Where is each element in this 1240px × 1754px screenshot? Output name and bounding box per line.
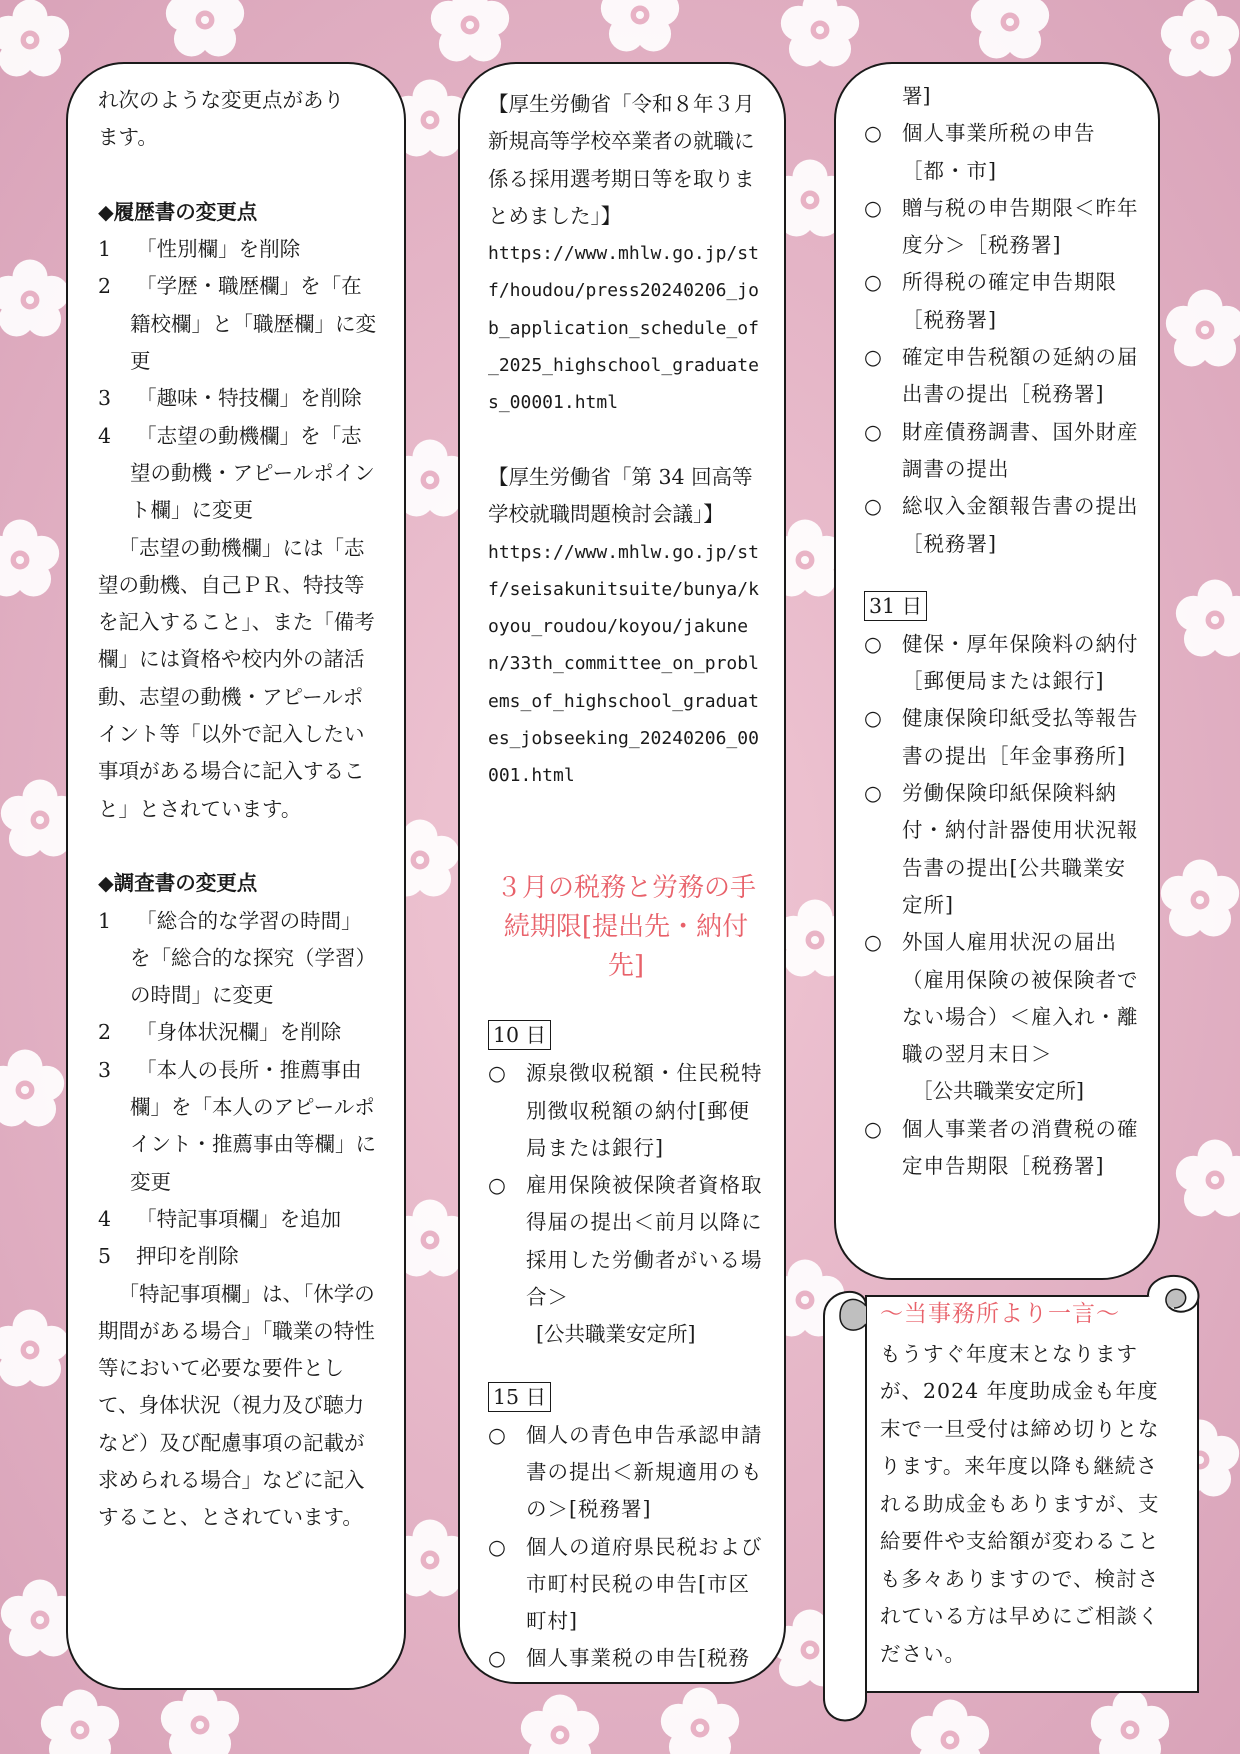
survey-heading: ◆調査書の変更点 (98, 871, 258, 896)
blossom-icon (431, 0, 509, 61)
bullet-icon: ○ (864, 270, 882, 295)
list-item: ○ 外国人雇用状況の届出（雇用保険の被保険者でない場合）＜雇入れ・離職の翌月末日＞ (864, 924, 1142, 1073)
list-item: ○ 個人事業所税の申告［都・市] (864, 115, 1142, 190)
resume-changes-panel (66, 62, 406, 1690)
date-box: 15 日 (488, 1382, 551, 1412)
bullet-icon: ○ (864, 631, 882, 656)
list-item: ○ 総収入金額報告書の提出［税務署] (864, 488, 1142, 563)
list-item: ○ 労働保険印紙保険料納付・納付計器使用状況報告書の提出[公共職業安定所] (864, 775, 1142, 924)
date-box: 10 日 (488, 1020, 551, 1050)
list-item-cont: [公共職業安定所] (536, 1322, 696, 1347)
list-item: 3 「本人の長所・推薦事由欄」を「本人のアピールポイント・推薦事由等欄」に変更 (98, 1057, 376, 1194)
date-box: 31 日 (864, 591, 927, 621)
blossom-icon (781, 0, 859, 66)
list-item: ○ 健康保険印紙受払等報告書の提出［年金事務所] (864, 700, 1142, 775)
list-item: ○ 確定申告税額の延納の届出書の提出［税務署] (864, 339, 1142, 414)
list-item: ○ 個人の道府県民税および市町村民税の申告[市区町村] (488, 1529, 764, 1641)
bullet-icon: ○ (488, 1534, 506, 1559)
message-body: もうすぐ年度末となりますが、2024 年度助成金も年度末で一旦受付は締め切りとなります。来年度以降も継続される助成金もありますが、支給要件や支給額が変わることも多々ありますので、検討されている方は早めにご相談ください。 (880, 1341, 1160, 1666)
list-item: ○ 健保・厚年保険料の納付［郵便局または銀行] (864, 626, 1142, 701)
intro-line: ます。 (98, 125, 158, 150)
list-item: ○ 源泉徴収税額・住民税特別徴収税額の納付[郵便局または銀行] (488, 1055, 764, 1167)
office-message (880, 1296, 1170, 1673)
list-item: ○ 贈与税の申告期限＜昨年度分＞［税務署] (864, 190, 1142, 265)
list-item: ○ 財産債務調書、国外財産調書の提出 (864, 414, 1142, 489)
bullet-icon: ○ (864, 494, 882, 519)
resume-heading: ◆履歴書の変更点 (98, 199, 258, 224)
list-item: ○ 個人事業者の消費税の確定申告期限［税務署] (864, 1111, 1142, 1186)
deadlines-continued-panel (834, 62, 1160, 1280)
list-item: 2 「学歴・職歴欄」を「在籍校欄」と「職歴欄」に変更 (98, 274, 376, 374)
bullet-icon: ○ (864, 706, 882, 731)
survey-note: 「特記事項欄」は、「休学の期間がある場合」「職業の特性等において必要な要件として、身体状況（視力及び聴力など）及び配慮事項の記載が求められる場合」などに記入すること、とされています。 (98, 1281, 375, 1530)
list-item: 1 「総合的な学習の時間」を「総合的な探究（学習）の時間」に変更 (98, 908, 376, 1008)
message-title: ～当事務所より一言～ (880, 1301, 1120, 1327)
list-item: 2 「身体状況欄」を削除 (98, 1020, 342, 1045)
bullet-icon: ○ (864, 345, 882, 370)
references-and-deadlines-panel (458, 62, 786, 1684)
list-item-cont: 署] (902, 84, 931, 108)
bullet-icon: ○ (864, 195, 882, 220)
bullet-icon: ○ (488, 1646, 506, 1671)
bullet-icon: ○ (488, 1173, 506, 1198)
resume-note: 「志望の動機欄」には「志望の動機、自己ＰＲ、特技等を記入すること」、また「備考欄」には資格や校内外の諸活動、志望の動機・アピールポイント等「以外で記入したい事項がある場合に記入すること」とされています。 (98, 535, 375, 821)
list-item: ○ 所得税の確定申告期限［税務署] (864, 264, 1142, 339)
intro-line: れ次のような変更点があり (98, 88, 344, 112)
blossom-icon (166, 0, 244, 56)
reference-title: 【厚生労働省「令和８年３月新規高等学校卒業者の就職に係る採用選考期日等を取りまとめました」】 (488, 92, 755, 228)
reference-url[interactable]: https://www.mhlw.go.jp/stf/seisakunitsuite/bunya/koyou_roudou/koyou/jakunen/33th_committee_on_problems_of_highschool_graduates_jobseeking_20240206_00001.html (488, 541, 759, 787)
list-item-cont: ［公共職業安定所] (912, 1079, 1084, 1104)
bullet-icon: ○ (488, 1422, 506, 1447)
bullet-icon: ○ (864, 121, 882, 146)
bullet-icon: ○ (864, 1116, 882, 1141)
blossom-icon (601, 0, 679, 51)
list-item: 4 「志望の動機欄」を「志望の動機・アピールポイント欄」に変更 (98, 423, 375, 523)
blossom-icon (971, 0, 1049, 58)
list-item: ○ 個人の青色申告承認申請書の提出＜新規適用のもの＞[税務署] (488, 1417, 764, 1529)
bullet-icon: ○ (488, 1061, 506, 1086)
bullet-icon: ○ (864, 419, 882, 444)
bullet-icon: ○ (864, 930, 882, 955)
bullet-icon: ○ (864, 781, 882, 806)
reference-title: 【厚生労働省「第 34 回高等学校就職問題検討会議」】 (488, 464, 753, 527)
list-item: ○ 雇用保険被保険者資格取得届の提出＜前月以降に採用した労働者がいる場合＞ (488, 1167, 764, 1316)
section-title: ３月の税務と労務の手続期限[提出先・納付先] (495, 873, 756, 982)
list-item: 5 押印を削除 (98, 1244, 239, 1269)
list-item: 3 「趣味・特技欄」を削除 (98, 386, 362, 411)
reference-url[interactable]: https://www.mhlw.go.jp/stf/houdou/press20240206_job_application_schedule_of_2025_highschool_graduates_00001.html (488, 243, 759, 414)
list-item: 1 「性別欄」を削除 (98, 237, 301, 262)
list-item: ○ 個人事業税の申告[税務 (488, 1640, 764, 1677)
list-item: 4 「特記事項欄」を追加 (98, 1206, 342, 1231)
